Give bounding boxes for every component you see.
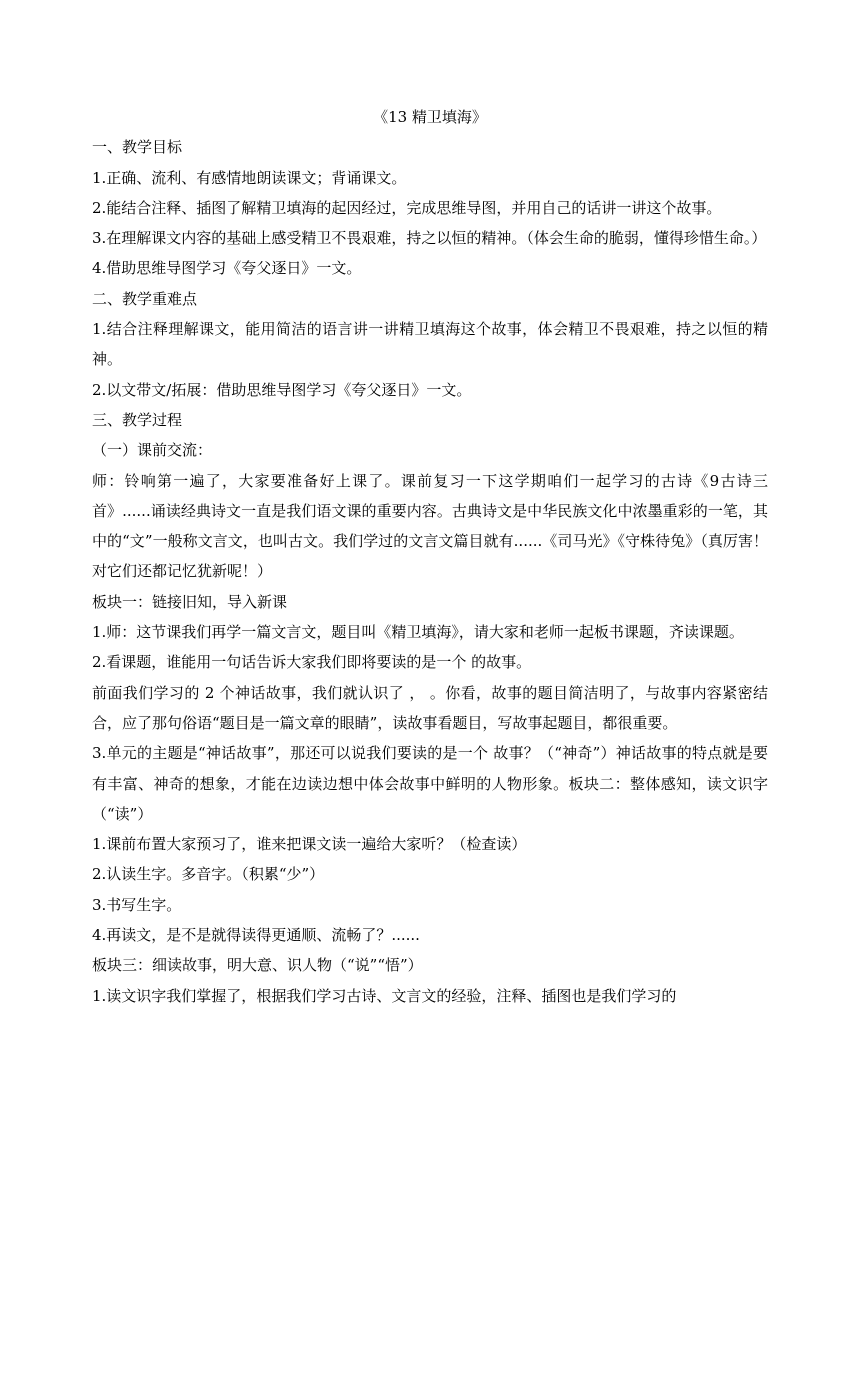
document-body [92,102,768,1011]
pre-class-paragraph: 师：铃响第一遍了，大家要准备好上课了。课前复习一下这学期咱们一起学习的古诗《9古诗三首》......诵读经典诗文一直是我们语文课的重要内容。古典诗文是中华民族文化中浓墨重彩的一笔，其中的“文”一般称文言文，也叫古文。我们学过的文言文篇目就有......《司马光》《守株待兔》（真厉害！对它们还都记忆犹新呢！） [92,471,768,581]
section-three-heading: 板块三：细读故事，明大意、识人物（“说”“悟”） [92,956,423,975]
goal-item-2: 2.能结合注释、插图了解精卫填海的起因经过，完成思维导图，并用自己的话讲一讲这个故事。 [92,198,722,217]
section-one-step-1: 1.师：这节课我们再学一篇文言文，题目叫《精卫填海》，请大家和老师一起板书课题，齐读课题。 [92,623,744,642]
section-two-step-1: 1.课前布置大家预习了，谁来把课文读一遍给大家听？（检查读） [92,835,527,854]
section-one-step-3: 3.单元的主题是“神话故事”，那还可以说我们要读的是一个 故事？（“神奇”）神话故事的特点就是要有丰富、神奇的想象，才能在边读边想中体会故事中鲜明的人物形象。板块二：整体感知，读文识字（“读”） [92,744,768,823]
section-one-heading: 板块一：链接旧知，导入新课 [92,592,288,611]
key-point-1: 1.结合注释理解课文，能用简洁的语言讲一讲精卫填海这个故事，体会精卫不畏艰难，持之以恒的精神。 [92,320,768,369]
section-one-paragraph: 前面我们学习的 2 个神话故事，我们就认识了 ， 。你看，故事的题目简洁明了，与故事内容紧密结合，应了那句俗语“题目是一篇文章的眼睛”，读故事看题目，写故事起题目，都很重要。 [92,683,768,732]
section-two-step-4: 4.再读文，是不是就得读得更通顺、流畅了？...... [92,926,420,945]
heading-teaching-process: 三、教学过程 [92,410,183,429]
goal-item-4: 4.借助思维导图学习《夸父逐日》一文。 [92,259,362,278]
heading-teaching-goals: 一、教学目标 [92,138,183,157]
subheading-pre-class: （一）课前交流： [92,441,213,460]
heading-key-points: 二、教学重难点 [92,289,198,308]
section-two-step-2: 2.认读生字。多音字。（积累“少”） [92,865,325,884]
document-title: 《13 精卫填海》 [373,108,487,126]
section-one-step-2: 2.看课题，谁能用一句话告诉大家我们即将要读的是一个 的故事。 [92,653,532,672]
section-three-step-1: 1.读文识字我们掌握了，根据我们学习古诗、文言文的经验，注释、插图也是我们学习的 [92,986,677,1005]
key-point-2: 2.以文带文/拓展：借助思维导图学习《夸父逐日》一文。 [92,380,472,399]
section-two-step-3: 3.书写生字。 [92,895,182,914]
goal-item-1: 1.正确、流利、有感情地朗读课文；背诵课文。 [92,168,407,187]
goal-item-3: 3.在理解课文内容的基础上感受精卫不畏艰难，持之以恒的精神。（体会生命的脆弱，懂得珍惜生命。） [92,229,767,248]
